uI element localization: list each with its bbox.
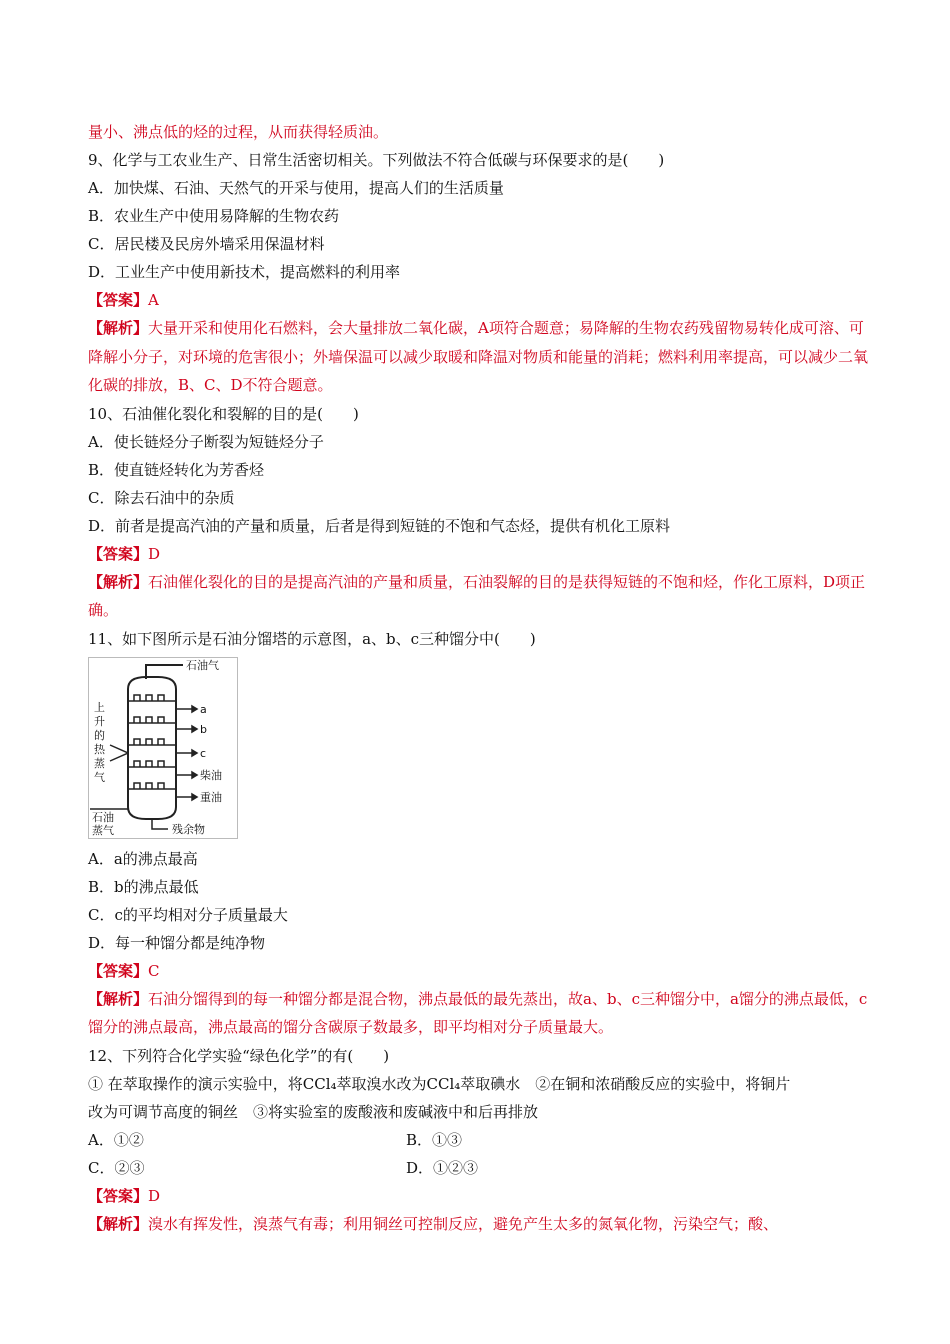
analysis-text: 石油分馏得到的每一种馏分都是混合物，沸点最低的最先蒸出，故a、b、c三种馏分中，a馏分的沸点最低，c馏分的沸点最高，沸点最高的馏分含碳原子数最多，即平均相对分子质量最大。: [88, 989, 868, 1036]
option-b: B．①③: [406, 1130, 463, 1149]
analysis-block: [88, 1210, 878, 1238]
option-a: A．a的沸点最高: [88, 849, 198, 868]
analysis-block: [88, 568, 878, 625]
answer-tag: 【答案】: [88, 291, 149, 309]
answer-value: D: [148, 544, 161, 563]
trays: [128, 695, 176, 789]
question-stem: 9、化学与工农业生产、日常生活密切相关。下列做法不符合低碳与环保要求的是( ): [88, 151, 665, 169]
option-c: C．c的平均相对分子质量最大: [88, 905, 288, 924]
svg-text:升: 升: [94, 714, 105, 728]
analysis-tag: 【解析】: [88, 319, 149, 337]
svg-text:的: 的: [94, 728, 105, 742]
answer-value: D: [148, 1186, 161, 1205]
option-a: A．①②: [88, 1130, 144, 1149]
option-a: A．使长链烃分子断裂为短链烃分子: [88, 432, 324, 451]
option-c: C．居民楼及民房外墙采用保温材料: [88, 235, 325, 253]
answer-tag: 【答案】: [88, 961, 149, 980]
answer-line: [88, 540, 878, 568]
option-c: C．②③: [88, 1158, 145, 1177]
question-stem: 12、下列符合化学实验“绿色化学”的有( ): [88, 1046, 390, 1065]
inlet-label-line2: 蒸气: [92, 823, 114, 837]
output-c-label: c: [200, 746, 207, 760]
options-row-1: [88, 1126, 878, 1154]
analysis-tag: 【解析】: [88, 989, 149, 1008]
analysis-block: [88, 314, 878, 400]
question-body-line-1: ① 在萃取操作的演示实验中，将CCl₄萃取溴水改为CCl₄萃取碘水 ②在铜和浓硝酸反应的实验中，将铜片: [88, 1074, 791, 1093]
analysis-text: 大量开采和使用化石燃料，会大量排放二氧化碳，A项符合题意；易降解的生物农药残留物易转化成可溶、可降解小分子，对环境的危害很小；外墙保温可以减少取暖和降温对物质和能量的消耗；燃料利用率提高，可以减少二氧化碳的排放，B、C、D不符合题意。: [88, 319, 869, 394]
question-12: [88, 1042, 878, 1238]
vapour-arrow: [110, 745, 128, 761]
side-outlets: [176, 706, 197, 800]
svg-text:气: 气: [94, 770, 105, 784]
output-diesel-label: 柴油: [200, 768, 222, 782]
option-d: D．工业生产中使用新技术，提高燃料的利用率: [88, 263, 401, 281]
residue-label: 残余物: [172, 822, 205, 836]
question-stem: 11、如下图所示是石油分馏塔的示意图，a、b、c三种馏分中( ): [88, 629, 536, 648]
analysis-text: 溴水有挥发性，溴蒸气有毒；利用铜丝可控制反应，避免产生太多的氮氧化物，污染空气；酸、: [148, 1214, 779, 1233]
question-9: [88, 146, 878, 400]
answer-line: [88, 957, 878, 985]
option-d: D．每一种馏分都是纯净物: [88, 933, 266, 952]
analysis-block: [88, 985, 878, 1042]
document-page: [88, 118, 878, 1238]
top-output-label: 石油气: [186, 658, 219, 672]
answer-tag: 【答案】: [88, 1186, 149, 1205]
question-body-line-2: 改为可调节高度的铜丝 ③将实验室的废酸液和废碱液中和后再排放: [88, 1102, 539, 1121]
bottom-pipe: [152, 819, 168, 829]
option-a: A．加快煤、石油、天然气的开采与使用，提高人们的生活质量: [88, 179, 504, 197]
answer-line: [88, 286, 878, 314]
answer-tag: 【答案】: [88, 544, 149, 563]
options-row-2: [88, 1154, 878, 1182]
analysis-tag: 【解析】: [88, 572, 149, 591]
svg-text:热: 热: [94, 742, 105, 756]
analysis-text: 石油催化裂化的目的是提高汽油的产量和质量，石油裂解的目的是获得短链的不饱和烃，作化工原料，D项正确。: [88, 572, 866, 619]
distillation-tower-diagram: [88, 657, 238, 839]
analysis-tag: 【解析】: [88, 1214, 149, 1233]
question-11: [88, 625, 878, 1042]
answer-value: C: [148, 961, 160, 980]
answer-value: A: [148, 291, 159, 309]
question-stem: 10、石油催化裂化和裂解的目的是( ): [88, 404, 359, 423]
question-10: [88, 400, 878, 625]
inlet-label-line1: 石油: [92, 810, 114, 824]
output-heavy-oil-label: 重油: [200, 790, 222, 804]
output-a-label: a: [200, 702, 207, 716]
rising-vapour-label: [94, 700, 106, 784]
option-b: B．农业生产中使用易降解的生物农药: [88, 207, 340, 225]
answer-line: [88, 1182, 878, 1210]
previous-analysis-tail: 量小、沸点低的烃的过程，从而获得轻质油。: [88, 123, 389, 141]
svg-text:上: 上: [94, 700, 105, 714]
option-d: D．①②③: [406, 1158, 479, 1177]
svg-text:蒸: 蒸: [94, 756, 105, 770]
option-b: B．使直链烃转化为芳香烃: [88, 460, 265, 479]
option-b: B．b的沸点最低: [88, 877, 199, 896]
option-c: C．除去石油中的杂质: [88, 488, 235, 507]
option-d: D．前者是提高汽油的产量和质量，后者是得到短链的不饱和气态烃，提供有机化工原料: [88, 516, 671, 535]
output-b-label: b: [200, 722, 207, 736]
